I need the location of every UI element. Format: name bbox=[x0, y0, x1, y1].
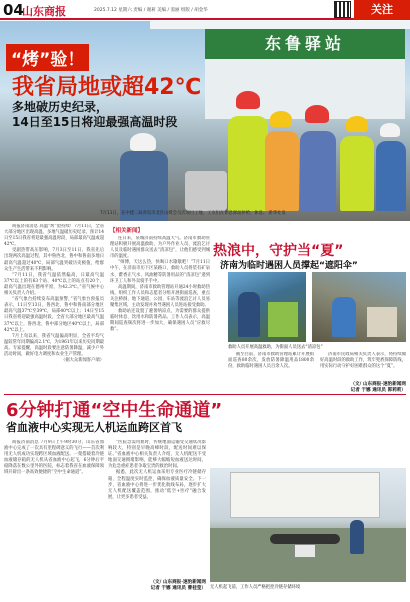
section-divider bbox=[4, 394, 406, 395]
helmet-icon bbox=[346, 116, 368, 132]
story3-paragraph: 据悉，此次无人机运血采用专业医疗冷链储存箱，全程温度实时监控，确保血液质量安全。下一步，省血液中心将进一步优化航线布局，逐步扩大无人机配送覆盖范围，推动“低空+医疗”融合发展，让更多患者受益。 bbox=[108, 470, 206, 500]
story3-body-left bbox=[4, 440, 104, 598]
lead-subhead-2: 14日至15日将迎最强高温时段 bbox=[12, 115, 178, 129]
story2-paragraph: 高温期间，济南市救助管理站开通24小时救助热线，组织工作人员和志愿者分组开展街面巡查，重点关注桥洞、地下通道、公园、车站等流浪乞讨人员易聚集区域，主动发现并劝导遇困人员进站接受救助。 bbox=[110, 284, 210, 309]
worker-figure bbox=[228, 116, 268, 211]
shelter-roof bbox=[150, 21, 410, 29]
helmet-icon bbox=[380, 123, 400, 137]
hospital-building bbox=[230, 472, 380, 518]
lead-paragraph: “7月11日，我省气温依然偏高，日最高气温37℃以上的有63个站，40℃以上的站点有20个，最高气温出现在德州平原，为42.3℃。”省气候中心相关负责人介绍。 bbox=[4, 272, 104, 297]
issue-meta: 2025.7.12 星期六 责编 / 谢莉 美编 / 窦丽 组版 / 胡金华 bbox=[94, 8, 208, 13]
blood-box-icon bbox=[294, 544, 316, 558]
helmet-icon bbox=[305, 105, 329, 123]
lead-paragraph: 受副热带高压影响，7月3日至11日，我省先后出现两次高温过程，其中鲁西北、鲁中和鲁南多地日最高气温超过40℃，局部气温突破历史极值，给群众生产生活带来不利影响。 bbox=[4, 248, 104, 272]
lead-source: （据大众新闻客户端） bbox=[61, 358, 104, 364]
story2-headline: 热浪中，守护当“夏” bbox=[213, 243, 344, 259]
lead-subhead-1: 多地破历史纪录， bbox=[12, 100, 109, 114]
person-figure bbox=[367, 307, 397, 337]
lead-paragraph: 7月上旬以来，我省气温偏高明显，全省平均气温较常年同期偏高2.1℃，为1961年以来历史同期最高。专家提醒，高温时段要注意防暑降温，减少户外活动时间，做好电力调度和农业生产管理。 bbox=[4, 333, 104, 357]
story2-photo-right bbox=[312, 272, 406, 342]
story2-paragraph: 济南市民政局相关负责人表示，将持续做好高温时段的救助工作，筑牢兜底保障防线，用实际行动守护好困难群众的这个“夏”。 bbox=[320, 352, 406, 370]
story2-body-right bbox=[320, 352, 406, 382]
person-figure bbox=[268, 302, 298, 337]
worker-figure bbox=[265, 131, 299, 211]
story3-paragraph: 商报济南消息 7月9日上午9时30分，山东省血液中心完成了一次具有里程碑意义的飞行——首次利用无人机成功实现跨区域血液配送。一架搭载着冷链血液储存箱的无人机从省血液中心起飞，6分钟后平稳降落在数公里外的医院，标志着我省在血液保障领域开辟出一条高效便捷的“空中生命通道”。 bbox=[4, 440, 104, 476]
story2-body-left bbox=[110, 236, 210, 388]
story3-byline: （文/ 山东商报·速豹新闻网 记者 于娜 通讯员 曹桂莹） bbox=[150, 580, 206, 591]
story2-photo-caption: 救助人员开展高温救助，为街面人员送去“清凉包” bbox=[228, 345, 323, 350]
person-figure bbox=[332, 297, 356, 337]
story2-paragraph: “师傅，天这么热，快喝口水歇歇吧！”7月11日中午，在济南市历下区某路口，救助人员将装有矿泉水、藿香正气水、风油精等防暑用品的“清凉包”递到环卫工人和外卖骑手手中。 bbox=[110, 260, 210, 284]
water-barrel bbox=[185, 171, 227, 211]
helmet-icon bbox=[130, 133, 156, 151]
story2-subhead: 济南为临时遇困人员撑起“遮阳伞” bbox=[220, 261, 358, 271]
worker-figure bbox=[300, 131, 336, 211]
qr-code-icon bbox=[334, 1, 351, 18]
lead-body bbox=[4, 224, 104, 392]
person-figure bbox=[238, 292, 260, 337]
story2-photo-left bbox=[228, 272, 306, 342]
lead-paragraph: 商报济南消息 高温“烤”验持续！7月11日，全省大部分地区出现高温，多地气温破历史纪录，预计14日至15日我省将迎最强高温时段，局部最高气温或超42℃。 bbox=[4, 224, 104, 248]
page-number: 04 bbox=[3, 1, 24, 19]
section-label: 关注 bbox=[354, 0, 410, 20]
helmet-icon bbox=[236, 91, 260, 109]
story2-paragraph: 截至目前，济南市救助管理站累计开展街面巡查80余次，发放防暑降温用品1800余份，救助临时遇困人员百余人次。 bbox=[228, 352, 314, 370]
page-header bbox=[0, 0, 410, 20]
worker-figure bbox=[376, 141, 406, 211]
story2-paragraph: 连日来，泉城济南持续高温天气。济南市救助管理站积极开展高温救助，为户外作业人员、流浪乞讨人员及临时遇困群众送去“清凉包”，让他们感受到城市的温度。 bbox=[110, 236, 210, 260]
related-news-tag: 【相关新闻】 bbox=[110, 228, 144, 234]
lead-paragraph: “省气象台持续发布高温预警，”省气象台预报员表示，11日至13日，鲁西北、鲁中和鲁南部分地区最高气温37℃至39℃，局部40℃以上；14日至15日我省将迎最强高温时段，全省大部分地区最高气温37℃以上，鲁西北、鲁中部分地区40℃以上，局部42℃以上。 bbox=[4, 297, 104, 333]
lead-headline: 我省局地或超42℃ bbox=[12, 75, 202, 100]
drone-icon bbox=[270, 534, 340, 544]
helmet-icon bbox=[270, 111, 292, 127]
worker-figure bbox=[340, 136, 374, 211]
story3-photo-caption: 无人机起飞前，工作人员严格把控冷链存储环境 bbox=[210, 585, 301, 590]
story3-headline: 6分钟打通“空中生命通道” bbox=[6, 400, 223, 421]
story2-paragraph: 救助站还设置了避暑纳凉点，为需要的群众提供临时休息、饮用水和防暑药品。工作人员表示，高温期间巡查频次将进一步加大，确保遇困人员“应救尽救”。 bbox=[110, 309, 210, 333]
story3-paragraph: “医院急需用血时，传统地面运输受交通状况影响较大，特别是早晚高峰时段，配送时间难以保证。”省血液中心相关负责人介绍，无人机配送不受地面交通拥堵影响，能够大幅缩短血液送达时间，为危急重症患者争取宝贵的救治时间。 bbox=[108, 440, 206, 470]
story3-subhead: 省血液中心实现无人机运血跨区首飞 bbox=[6, 421, 182, 434]
worker-figure bbox=[350, 520, 364, 554]
lead-kicker: “烤”验！ bbox=[6, 44, 89, 71]
story3-body-right bbox=[108, 440, 206, 574]
story3-photo bbox=[210, 468, 406, 582]
story2-byline: （文/ 山东商报·速豹新闻网 记者 于娜 通讯员 郭莉莉） bbox=[350, 382, 406, 393]
station-sign: 东鲁驿站 bbox=[205, 29, 405, 59]
lead-photo-caption: 7月11日，在中建二局青岛市北区山姆会员店项目工地，工友们在休息驿站补给、休息。 新华社发 bbox=[100, 211, 286, 216]
paper-name: 山东商报 bbox=[22, 5, 66, 18]
